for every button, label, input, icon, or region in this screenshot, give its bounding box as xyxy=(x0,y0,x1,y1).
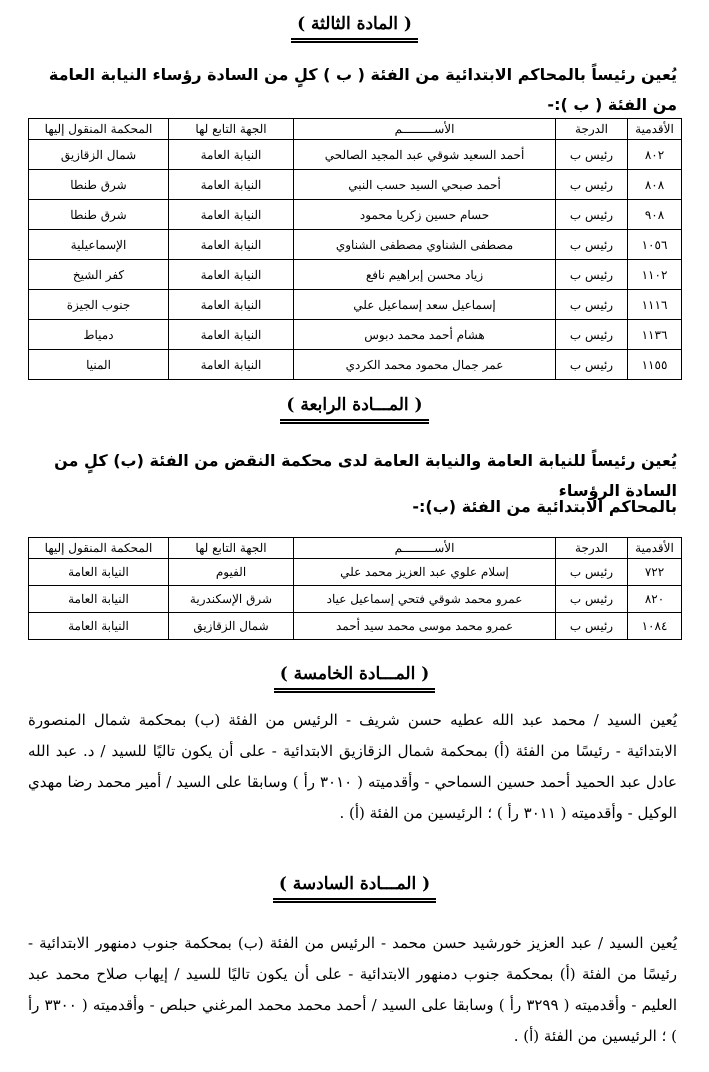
article5-body: يُعين السيد / محمد عبد الله عطيه حسن شريف - الرئيس من الفئة (ب) بمحكمة شمال المنصورة الابتدائية - رئيسًا من الفئة (أ) بمحكمة شمال الزقازيق الابتدائية - على أن يكون تاليًا للسيد / د. عبد الله عادل عبد الحميد أحمد حسين السماحي - وأقدميته ( ٣٠١٠ رأ ) وسابقا على السيد / أمير محمد رضا مهدي الوكيل - وأقدميته ( ٣٠١١ رأ ) ؛ الرئيسين من الفئة (أ) . xyxy=(28,711,677,822)
col-grade: الدرجة xyxy=(556,538,628,559)
article4-table xyxy=(28,537,682,640)
table-row xyxy=(29,230,682,260)
affiliation-cell: النيابة العامة xyxy=(169,140,294,170)
grade-cell: رئيس ب xyxy=(556,230,628,260)
col-seniority: الأقدمية xyxy=(628,538,682,559)
affiliation-cell: النيابة العامة xyxy=(169,320,294,350)
grade-cell: رئيس ب xyxy=(556,350,628,380)
article4-intro-line1: يُعين رئيساً للنيابة العامة والنيابة العامة لدى محكمة النقض من الفئة (ب) كلٍ من السادة الرؤساء xyxy=(54,451,677,500)
affiliation-cell: شمال الزقازيق xyxy=(169,613,294,640)
article6-heading: ( المـــادة السادسة ) xyxy=(273,874,436,903)
article3-heading: ( المادة الثالثة ) xyxy=(291,14,418,43)
article3-heading-wrap xyxy=(0,14,709,43)
court-cell: جنوب الجيزة xyxy=(29,290,169,320)
grade-cell: رئيس ب xyxy=(556,320,628,350)
seniority-cell: ٧٢٢ xyxy=(628,559,682,586)
article4-heading: ( المـــادة الرابعة ) xyxy=(280,395,428,424)
seniority-cell: ٨٠٨ xyxy=(628,170,682,200)
seniority-cell: ٩٠٨ xyxy=(628,200,682,230)
name-cell: أحمد السعيد شوقي عبد المجيد الصالحي xyxy=(294,140,556,170)
table-row xyxy=(29,586,682,613)
grade-cell: رئيس ب xyxy=(556,170,628,200)
seniority-cell: ١١٣٦ xyxy=(628,320,682,350)
affiliation-cell: شرق الإسكندرية xyxy=(169,586,294,613)
table-row xyxy=(29,170,682,200)
grade-cell: رئيس ب xyxy=(556,559,628,586)
table-row xyxy=(29,613,682,640)
table-row xyxy=(29,260,682,290)
table-row xyxy=(29,320,682,350)
court-cell: شمال الزقازيق xyxy=(29,140,169,170)
col-transfer-court: المحكمة المنقول إليها xyxy=(29,538,169,559)
affiliation-cell: الفيوم xyxy=(169,559,294,586)
name-cell: مصطفى الشناوي مصطفى الشناوي xyxy=(294,230,556,260)
grade-cell: رئيس ب xyxy=(556,290,628,320)
court-cell: النيابة العامة xyxy=(29,586,169,613)
court-cell: النيابة العامة xyxy=(29,613,169,640)
col-grade: الدرجة xyxy=(556,119,628,140)
name-cell: إسلام علوي عبد العزيز محمد علي xyxy=(294,559,556,586)
grade-cell: رئيس ب xyxy=(556,613,628,640)
col-seniority: الأقدمية xyxy=(628,119,682,140)
col-affiliation: الجهة التابع لها xyxy=(169,538,294,559)
name-cell: أحمد صبحي السيد حسب النبي xyxy=(294,170,556,200)
seniority-cell: ٨٠٢ xyxy=(628,140,682,170)
name-cell: زياد محسن إبراهيم نافع xyxy=(294,260,556,290)
name-cell: إسماعيل سعد إسماعيل علي xyxy=(294,290,556,320)
seniority-cell: ١٠٨٤ xyxy=(628,613,682,640)
grade-cell: رئيس ب xyxy=(556,140,628,170)
name-cell: عمر جمال محمود محمد الكردي xyxy=(294,350,556,380)
court-cell: الإسماعيلية xyxy=(29,230,169,260)
article4-intro-line2: بالمحاكم الابتدائية من الفئة (ب):- xyxy=(412,497,677,516)
table-header-row xyxy=(29,119,682,140)
article5-heading: ( المـــادة الخامسة ) xyxy=(274,664,436,693)
name-cell: هشام أحمد محمد دبوس xyxy=(294,320,556,350)
seniority-cell: ١١٥٥ xyxy=(628,350,682,380)
affiliation-cell: النيابة العامة xyxy=(169,170,294,200)
name-cell: حسام حسين زكريا محمود xyxy=(294,200,556,230)
table-row xyxy=(29,200,682,230)
court-cell: كفر الشيخ xyxy=(29,260,169,290)
article3-intro: يُعين رئيساً بالمحاكم الابتدائية من الفئة ( ب ) كلٍ من السادة رؤساء النيابة العامة من الفئة ( ب ):- xyxy=(48,65,677,114)
table-row xyxy=(29,140,682,170)
court-cell: شرق طنطا xyxy=(29,200,169,230)
article4-heading-wrap xyxy=(0,395,709,424)
seniority-cell: ١٠٥٦ xyxy=(628,230,682,260)
seniority-cell: ٨٢٠ xyxy=(628,586,682,613)
affiliation-cell: النيابة العامة xyxy=(169,230,294,260)
grade-cell: رئيس ب xyxy=(556,586,628,613)
court-cell: شرق طنطا xyxy=(29,170,169,200)
table-row xyxy=(29,559,682,586)
col-name: الأســـــــــم xyxy=(294,538,556,559)
table-row xyxy=(29,290,682,320)
court-cell: النيابة العامة xyxy=(29,559,169,586)
seniority-cell: ١١١٦ xyxy=(628,290,682,320)
col-affiliation: الجهة التابع لها xyxy=(169,119,294,140)
article3-table xyxy=(28,118,682,380)
col-transfer-court: المحكمة المنقول إليها xyxy=(29,119,169,140)
article5-heading-wrap xyxy=(0,664,709,693)
table-row xyxy=(29,350,682,380)
col-name: الأســـــــــم xyxy=(294,119,556,140)
article6-heading-wrap xyxy=(0,874,709,903)
grade-cell: رئيس ب xyxy=(556,260,628,290)
article6-body: يُعين السيد / عبد العزيز خورشيد حسن محمد - الرئيس من الفئة (ب) بمحكمة جنوب دمنهور الابتدائية - رئيسًا من الفئة (أ) بمحكمة جنوب دمنهور الابتدائية - على أن يكون تاليًا للسيد / إيهاب صلاح محمد عبد العليم - وأقدميته ( ٣٢٩٩ رأ ) وسابقا على السيد / أحمد محمد محمد المرغني حبلص - وأقدميته ( ٣٣٠٠ رأ ) ؛ الرئيسين من الفئة (أ) . xyxy=(28,934,677,1045)
name-cell: عمرو محمد شوقي فتحي إسماعيل عياد xyxy=(294,586,556,613)
affiliation-cell: النيابة العامة xyxy=(169,260,294,290)
seniority-cell: ١١٠٢ xyxy=(628,260,682,290)
table-header-row xyxy=(29,538,682,559)
affiliation-cell: النيابة العامة xyxy=(169,350,294,380)
court-cell: دمياط xyxy=(29,320,169,350)
affiliation-cell: النيابة العامة xyxy=(169,200,294,230)
grade-cell: رئيس ب xyxy=(556,200,628,230)
name-cell: عمرو محمد موسى محمد سيد أحمد xyxy=(294,613,556,640)
court-cell: المنيا xyxy=(29,350,169,380)
affiliation-cell: النيابة العامة xyxy=(169,290,294,320)
